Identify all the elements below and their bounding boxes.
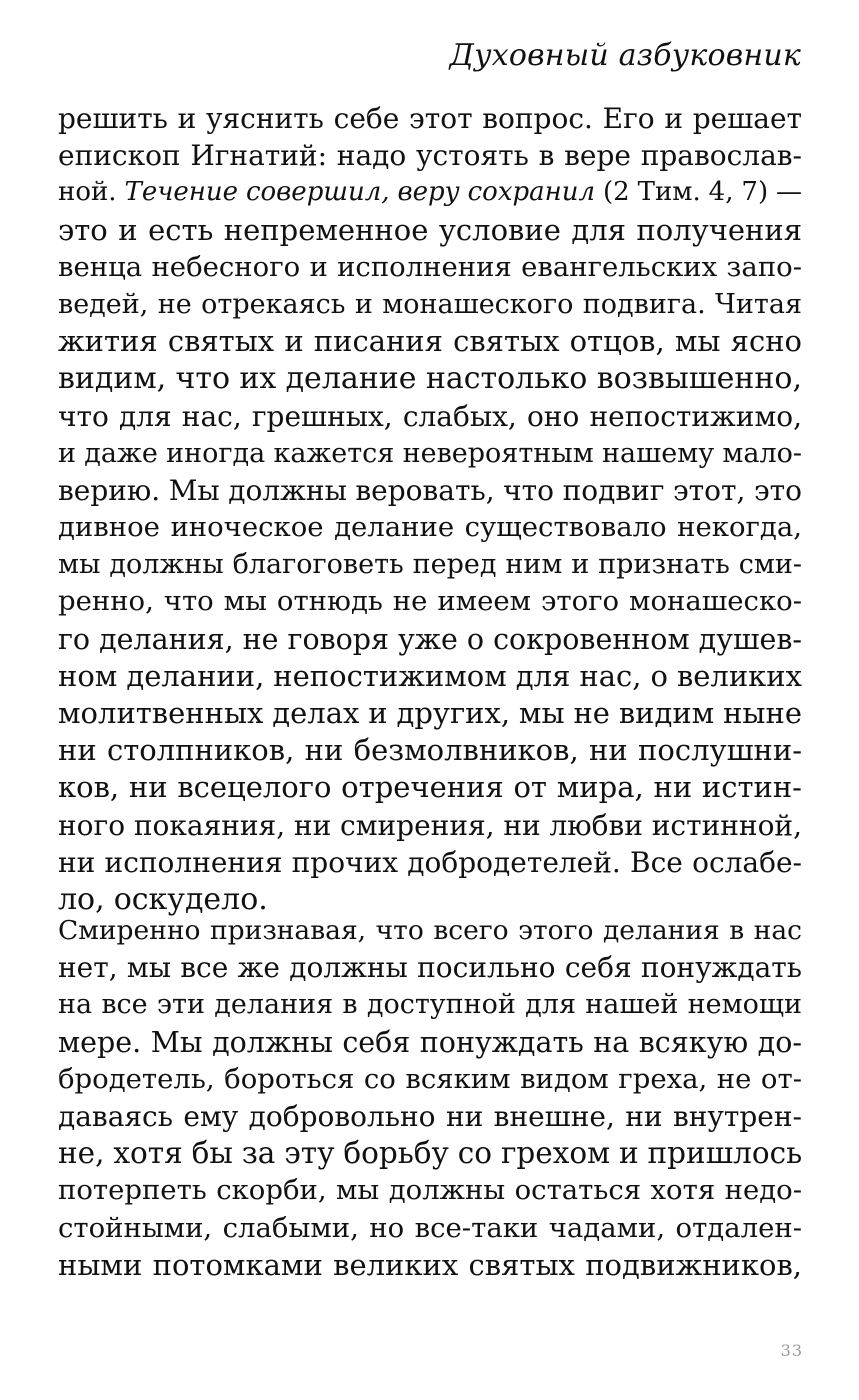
text-line: ведей, не отрекаясь и монашеского подвига. Читая [58,288,802,320]
text-line: мере. Мы должны себя понуждать на всякую до- [58,1025,802,1059]
text-line: не, хотя бы за эту борьбу со грехом и пришлось [58,1136,803,1171]
text-line-with-quote [58,174,802,211]
text-line: ными потомками великих святых подвижников, [58,1247,802,1282]
text-line: ков, ни всецелого отречения от мира, ни истин- [58,770,802,805]
page-number: 33 [780,1341,803,1360]
paragraph-2 [58,912,802,1284]
text-line: ни исполнения прочих добродетелей. Все ослабе- [58,845,802,879]
text-line: ного покаяния, ни смирения, ни любви истинной, [58,808,802,842]
text-line: это и есть непременное условие для получения [58,212,802,247]
text-line: ном делании, непостижимом для нас, о великих [58,658,802,693]
text-line: видим, что их делание настолько возвышенно, [58,361,802,397]
text-line: решить и уяснить себе этот вопрос. Его и решает [58,102,802,135]
text-line: нет, мы все же должны посильно себя понуждать [58,951,802,985]
text-line: что для нас, грешных, слабых, оно непостижимо, [58,399,802,433]
text-line: и даже иногда кажется невероятным нашему мало- [58,437,802,469]
text-line: венца небесного и исполнения евангельских запо- [58,250,802,283]
text-line: го делания, не говоря уже о сокровенном душев- [58,622,802,656]
text-line: ни столпников, ни безмолвников, ни послушни- [58,733,802,768]
text-line: молитвенных делах и других, мы не видим ныне [58,696,802,730]
text-line: ло, оскудело. [58,881,268,917]
text-line: мы должны благоговеть перед ним и признать сми- [58,549,802,581]
text-line: дивное иноческое делание существовало некогда, [58,511,802,544]
scripture-quote: Течение совершил, веру сохранил [124,177,596,208]
text-line: потерпеть скорби, мы должны остаться хотя недо- [58,1174,802,1207]
text-line: ренно, что мы отнюдь не имеем этого монашеско- [58,585,802,618]
text-line: верию. Мы должны веровать, что подвиг этот, это [58,473,802,507]
text-fragment: ной. [58,177,125,208]
text-line: на все эти делания в доступной для нашей немощи [58,989,802,1021]
text-line: стойными, слабыми, но все-таки чадами, отдален- [58,1211,802,1244]
paragraph-1 [58,100,802,918]
text-line: Смиренно признавая, что всего этого делания в нас [58,915,802,946]
text-line: епископ Игнатий: надо устоять в вере православ- [58,139,802,173]
running-header: Духовный азбуковник [449,38,801,73]
text-line: жития святых и писания святых отцов, мы ясно [58,324,802,359]
text-line: бродетель, бороться со всяким видом греха, не от- [58,1062,802,1095]
scripture-reference: (2 Тим. 4, 7) — [595,177,803,208]
text-line: даваясь ему добровольно ни внешне, ни внутрен- [58,1099,802,1133]
